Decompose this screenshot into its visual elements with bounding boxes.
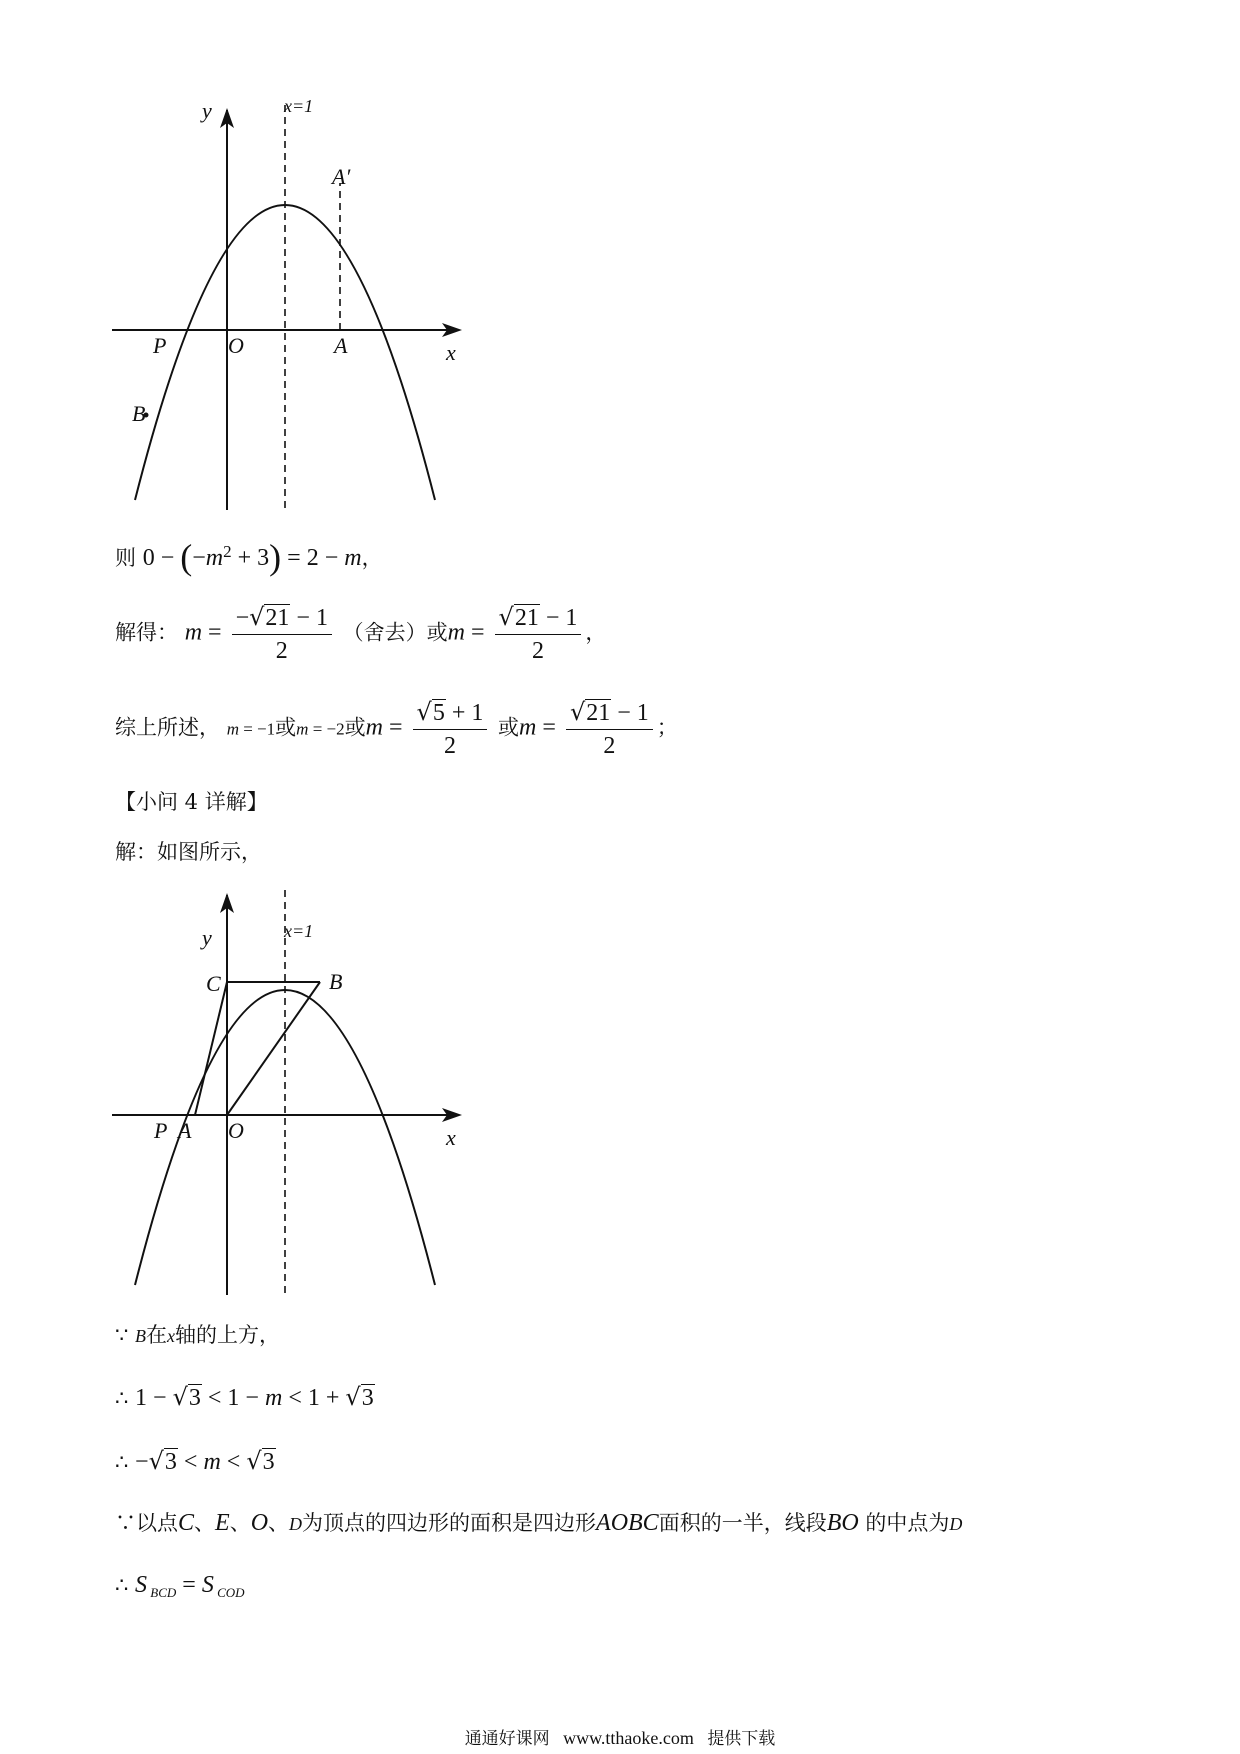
statement-therefore-1: ∴ 1 − √3 < 1 − m < 1 + √3	[115, 1383, 374, 1411]
statement-because-1: ∵ B在x轴的上方，	[115, 1323, 281, 1347]
equation-then: 则 $0 - (-m^2 + 3) = 2 - m$，	[115, 537, 383, 577]
figure-2-svg	[110, 885, 470, 1305]
label-a: A	[178, 1118, 192, 1143]
label-o: O	[228, 1118, 244, 1143]
figure-parabola-2	[110, 885, 470, 1305]
label-b: B	[132, 401, 146, 426]
statement-therefore-3: ∴ S $_{BCD}$ = S $_{COD}$	[115, 1572, 245, 1601]
label-o: O	[228, 333, 244, 358]
footer-site-name: 通通好课网	[464, 1729, 550, 1749]
label-p: P	[153, 333, 167, 358]
solution-intro: 解：如图所示，	[115, 840, 262, 864]
footer-download: 提供下载	[707, 1729, 776, 1749]
label-p: P	[154, 1118, 168, 1143]
equation-solve: 解得： m = $\frac{-√21 - 1}{2}$ （舍去）或m = $\frac{√21 - 1}{2}$ ，	[115, 603, 607, 664]
label-a: A	[334, 333, 348, 358]
label-x: x	[446, 340, 456, 365]
figure-1-svg	[110, 100, 470, 520]
figure-parabola-1	[110, 100, 470, 520]
label-axis-line: x=1	[284, 921, 314, 941]
label-x: x	[446, 1125, 456, 1150]
segment-ob	[227, 982, 320, 1115]
label-y: y	[202, 100, 212, 123]
statement-therefore-2: ∴ −√3 < m < √3	[115, 1447, 275, 1475]
section-title: 【小问 4 详解】	[115, 790, 268, 814]
label-axis-line: x=1	[284, 100, 314, 116]
label-c: C	[206, 971, 221, 996]
page-footer	[0, 1724, 1240, 1749]
label-y: y	[202, 925, 212, 950]
label-b: B	[329, 969, 343, 994]
statement-because-2: ∵以点C、E、O、D为顶点的四边形的面积是四边形AOBC面积的一半，线段BO 的中点为D	[115, 1510, 963, 1536]
label-a-prime: A′	[332, 164, 351, 189]
equation-summary: 综上所述， m = −1或m = −2或m = $\frac{√5 + 1}{2}$ 或m = $\frac{√21 - 1}{2}$ ；	[115, 698, 678, 759]
segment-ac	[195, 982, 227, 1115]
footer-url[interactable]: www.tthaoke.com	[563, 1728, 694, 1748]
